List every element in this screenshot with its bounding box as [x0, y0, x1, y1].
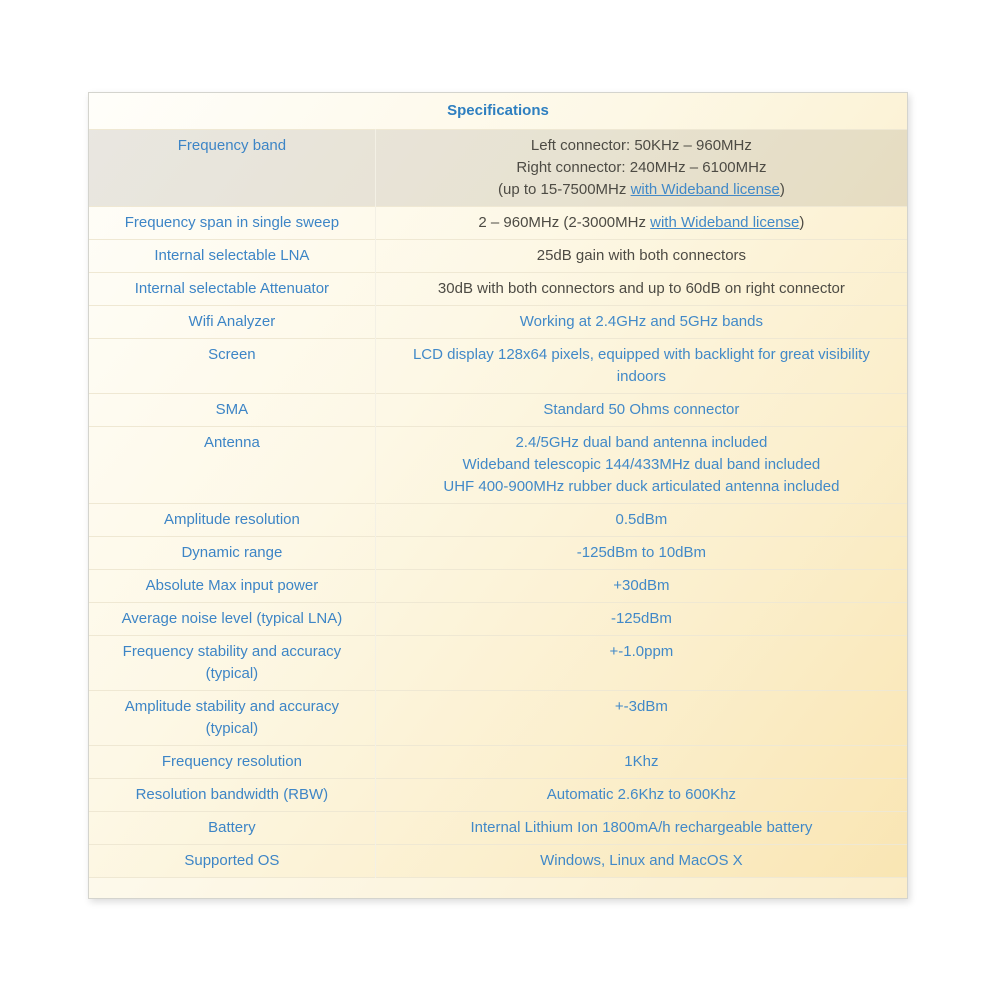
spec-label: Absolute Max input power: [89, 570, 375, 603]
value-text: Left connector: 50KHz – 960MHz: [530, 137, 752, 154]
value-line: [388, 641, 895, 663]
spec-value: [375, 746, 907, 779]
value-text: -125dBm: [610, 610, 672, 627]
spec-label: Supported OS: [89, 845, 375, 878]
spec-label: SMA: [89, 394, 375, 427]
spec-value: [375, 207, 907, 240]
spec-value: [375, 306, 907, 339]
table-row: [89, 306, 907, 339]
spec-label: Frequency stability and accuracy (typical): [89, 636, 375, 691]
table-footer-strip: [89, 878, 907, 898]
value-line: [388, 344, 895, 388]
table-row: [89, 240, 907, 273]
spec-value: [375, 427, 907, 504]
spec-table: [89, 93, 907, 898]
wideband-license-link[interactable]: with Wideband license: [650, 214, 800, 231]
value-text: Wideband telescopic 144/433MHz dual band included: [462, 456, 821, 473]
value-text: 2.4/5GHz dual band antenna included: [515, 434, 768, 451]
value-text: 2 – 960MHz (2-3000MHz: [478, 214, 651, 231]
table-row: [89, 746, 907, 779]
value-text: +-1.0ppm: [609, 643, 674, 660]
table-row: [89, 339, 907, 394]
value-text: Automatic 2.6Khz to 600Khz: [546, 786, 737, 803]
table-row: [89, 273, 907, 306]
value-line: [388, 135, 895, 157]
value-line: [388, 311, 895, 333]
spec-value: [375, 845, 907, 878]
spec-value: [375, 504, 907, 537]
value-line: [388, 850, 895, 872]
table-header-row: [89, 93, 907, 130]
spec-label: Frequency span in single sweep: [89, 207, 375, 240]
value-line: [388, 751, 895, 773]
spec-label: Wifi Analyzer: [89, 306, 375, 339]
value-line: [388, 179, 895, 201]
value-line: [388, 399, 895, 421]
spec-label: Frequency band: [89, 130, 375, 207]
value-line: [388, 157, 895, 179]
value-text: Standard 50 Ohms connector: [543, 401, 740, 418]
value-line: [388, 608, 895, 630]
value-line: [388, 454, 895, 476]
spec-value: [375, 779, 907, 812]
value-text: 1Khz: [624, 753, 659, 770]
spec-label: Battery: [89, 812, 375, 845]
spec-value: [375, 130, 907, 207]
value-text: Working at 2.4GHz and 5GHz bands: [519, 313, 763, 330]
spec-value: [375, 240, 907, 273]
value-text: Windows, Linux and MacOS X: [540, 852, 743, 869]
table-row: [89, 845, 907, 878]
spec-label: Amplitude resolution: [89, 504, 375, 537]
value-line: [388, 245, 895, 267]
spec-label: Amplitude stability and accuracy (typical): [89, 691, 375, 746]
table-row: [89, 691, 907, 746]
spec-value: [375, 812, 907, 845]
value-text: 30dB with both connectors and up to 60dB on right connector: [437, 280, 845, 297]
value-text: Internal Lithium Ion 1800mA/h rechargeable battery: [470, 819, 813, 836]
value-text: -125dBm to 10dBm: [576, 544, 707, 561]
table-row: [89, 504, 907, 537]
spec-label: Frequency resolution: [89, 746, 375, 779]
wideband-license-link[interactable]: with Wideband license: [630, 181, 780, 198]
table-row: [89, 394, 907, 427]
value-text: 25dB gain with both connectors: [536, 247, 747, 264]
spec-value: [375, 570, 907, 603]
table-row: [89, 812, 907, 845]
spec-value: [375, 339, 907, 394]
table-row: [89, 427, 907, 504]
value-text: UHF 400-900MHz rubber duck articulated antenna included: [443, 478, 840, 495]
value-line: [388, 575, 895, 597]
spec-value: [375, 603, 907, 636]
spec-value: [375, 537, 907, 570]
value-line: [388, 509, 895, 531]
value-line: [388, 432, 895, 454]
table-row: [89, 636, 907, 691]
spec-label: Average noise level (typical LNA): [89, 603, 375, 636]
spec-value: [375, 636, 907, 691]
value-line: [388, 476, 895, 498]
spec-value: [375, 273, 907, 306]
spec-table-body: [89, 130, 907, 878]
value-line: [388, 212, 895, 234]
value-line: [388, 278, 895, 300]
value-text: Right connector: 240MHz – 6100MHz: [516, 159, 767, 176]
value-text: +30dBm: [613, 577, 670, 594]
table-row: [89, 130, 907, 207]
value-line: [388, 542, 895, 564]
spec-label: Internal selectable LNA: [89, 240, 375, 273]
spec-value: [375, 394, 907, 427]
value-text: +-3dBm: [614, 698, 668, 715]
spec-value: [375, 691, 907, 746]
value-line: [388, 696, 895, 718]
spec-label: Resolution bandwidth (RBW): [89, 779, 375, 812]
table-footer-row: [89, 878, 907, 898]
table-row: [89, 570, 907, 603]
table-title: Specifications: [447, 102, 549, 119]
spec-label: Internal selectable Attenuator: [89, 273, 375, 306]
value-line: [388, 817, 895, 839]
value-text: 0.5dBm: [615, 511, 668, 528]
value-line: [388, 784, 895, 806]
specifications-table: [88, 92, 908, 899]
value-text: ): [779, 181, 785, 198]
spec-label: Antenna: [89, 427, 375, 504]
spec-label: Dynamic range: [89, 537, 375, 570]
table-row: [89, 537, 907, 570]
spec-label: Screen: [89, 339, 375, 394]
table-row: [89, 603, 907, 636]
value-text: LCD display 128x64 pixels, equipped with backlight for great visibility indoors: [412, 346, 870, 385]
value-text: ): [799, 214, 805, 231]
table-row: [89, 207, 907, 240]
table-row: [89, 779, 907, 812]
value-text: (up to 15-7500MHz: [497, 181, 631, 198]
